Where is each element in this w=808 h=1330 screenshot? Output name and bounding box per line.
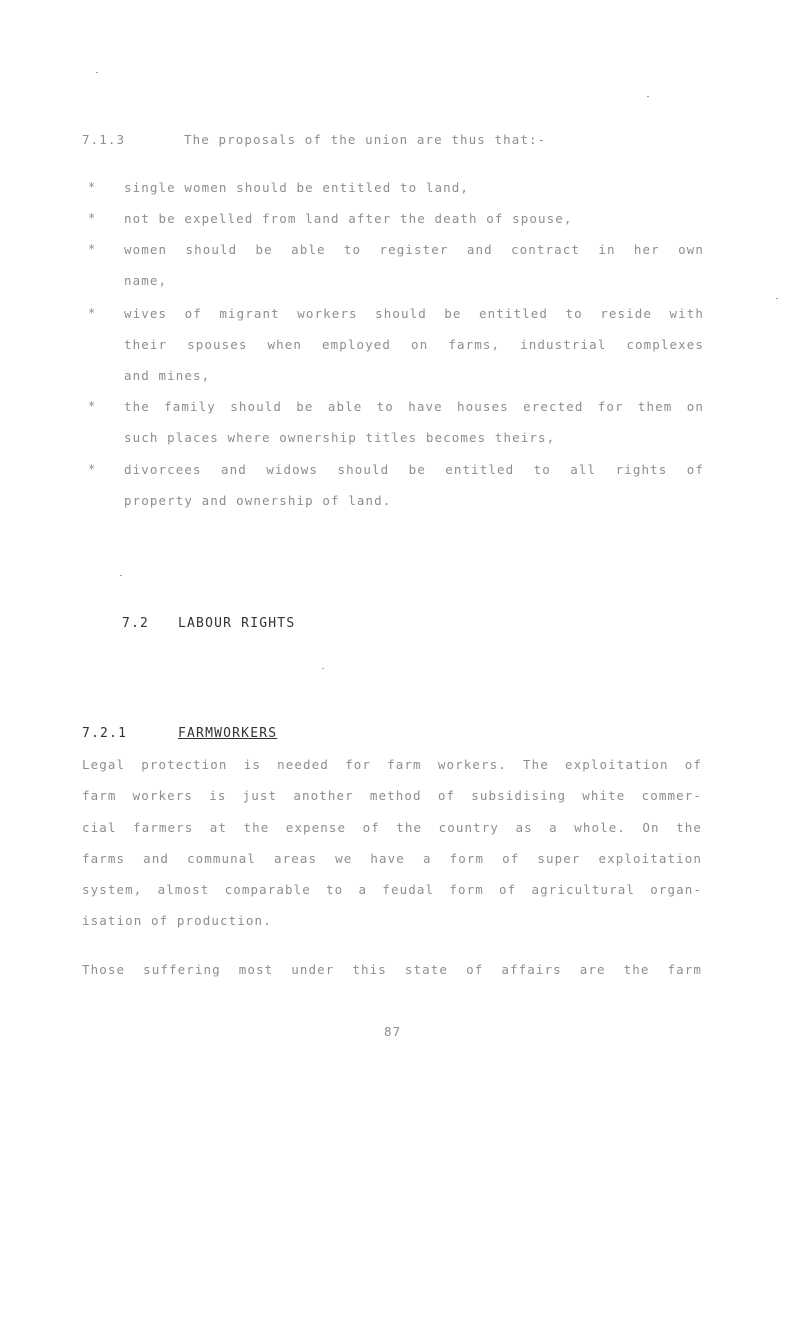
list-item: wives of migrant workers should be entitled to reside with [124,306,704,321]
list-item: women should be able to register and contract in her own [124,242,704,257]
paragraph-line: Those suffering most under this state of affairs are the farm [82,962,702,977]
bullet-marker: * [88,211,96,225]
paragraph-line: farms and communal areas we have a form of super exploitation [82,851,702,866]
list-item: single women should be entitled to land, [124,180,470,195]
bullet-marker: * [88,180,96,194]
list-item: not be expelled from land after the death of spouse, [124,211,573,226]
paragraph-line: Legal protection is needed for farm workers. The exploitation of [82,757,702,772]
scan-speck [776,298,778,299]
list-item: the family should be able to have houses erected for them on [124,399,704,414]
scan-speck [647,96,649,97]
list-item-continuation: and mines, [124,368,211,383]
page-number: 87 [384,1024,402,1039]
clause-number: 7.1.3 [82,132,126,147]
clause-intro: The proposals of the union are thus that:- [184,132,547,147]
paragraph-line: system, almost comparable to a feudal form of agricultural organ- [82,882,702,897]
scan-speck [120,575,122,576]
list-item-continuation: such places where ownership titles becomes theirs, [124,430,556,445]
bullet-marker: * [88,242,96,256]
section-number: 7.2 [122,616,150,631]
bullet-marker: * [88,306,96,320]
paragraph-line: isation of production. [82,913,272,928]
list-item-continuation: property and ownership of land. [124,493,392,508]
section-title: LABOUR RIGHTS [178,616,296,631]
subsection-title: FARMWORKERS [178,726,278,741]
scan-speck [322,668,324,669]
subsection-number: 7.2.1 [82,726,128,741]
bullet-marker: * [88,399,96,413]
scan-speck [96,72,98,73]
list-item-continuation: name, [124,273,168,288]
paragraph-line: cial farmers at the expense of the country as a whole. On the [82,820,702,835]
list-item-continuation: their spouses when employed on farms, industrial complexes [124,337,704,352]
bullet-marker: * [88,462,96,476]
paragraph-line: farm workers is just another method of subsidising white commer- [82,788,702,803]
list-item: divorcees and widows should be entitled to all rights of [124,462,704,477]
